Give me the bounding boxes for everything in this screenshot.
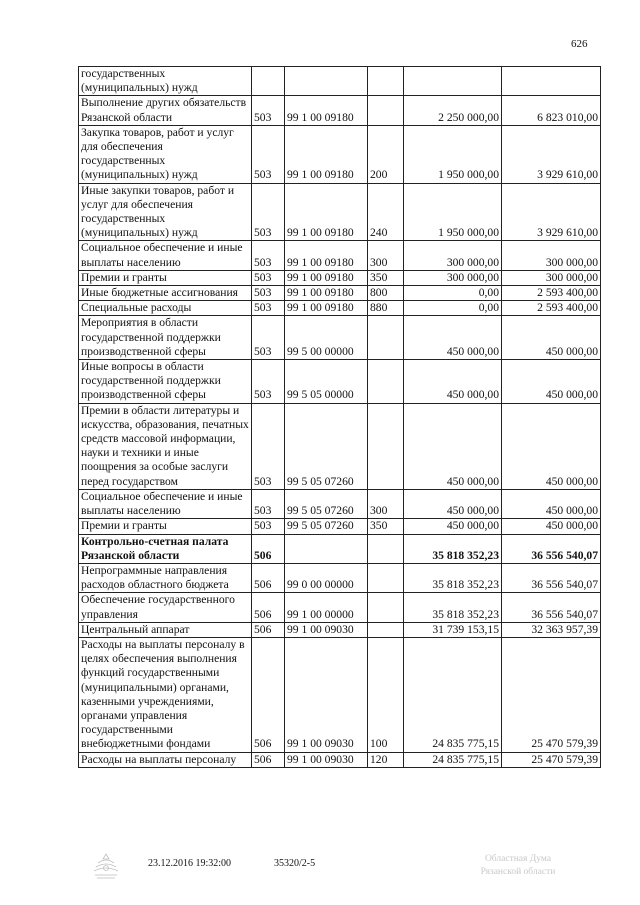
cell-csr: 99 0 00 00000 <box>285 563 368 592</box>
cell-name: Иные вопросы в области государственной поддержки производственной сферы <box>79 360 252 404</box>
cell-name: Расходы на выплаты персоналу в целях обеспечения выполнения функций государственными (муниципальными) органами, казенными учреждениями, органами управления государственными внебюджетными фондами <box>79 637 252 752</box>
cell-ved: 506 <box>252 593 285 622</box>
cell-vr <box>368 67 404 96</box>
cell-ved <box>252 67 285 96</box>
cell-csr: 99 5 05 07260 <box>285 489 368 518</box>
cell-name: Выполнение других обязательств Рязанской области <box>79 96 252 125</box>
cell-csr <box>285 534 368 563</box>
cell-vr <box>368 316 404 360</box>
cell-name: Расходы на выплаты персоналу <box>79 752 252 767</box>
table-row <box>79 534 601 563</box>
table-row <box>79 301 601 316</box>
cell-vr: 100 <box>368 637 404 752</box>
cell-ved: 503 <box>252 489 285 518</box>
cell-csr: 99 1 00 09180 <box>285 125 368 183</box>
cell-sum-1: 35 818 352,23 <box>404 593 502 622</box>
cell-vr: 880 <box>368 301 404 316</box>
cell-name: Премии в области литературы и искусства, образования, печатных средств массовой информации, науки и техники и иные поощрения за особые заслуги перед государством <box>79 403 252 489</box>
cell-csr: 99 5 00 00000 <box>285 316 368 360</box>
cell-vr: 200 <box>368 125 404 183</box>
table-row <box>79 593 601 622</box>
cell-name: Мероприятия в области государственной поддержки производственной сферы <box>79 316 252 360</box>
table-row <box>79 403 601 489</box>
cell-sum-2: 450 000,00 <box>502 519 601 534</box>
cell-vr: 350 <box>368 270 404 285</box>
cell-ved: 503 <box>252 286 285 301</box>
cell-vr <box>368 403 404 489</box>
cell-sum-1: 35 818 352,23 <box>404 563 502 592</box>
cell-csr: 99 1 00 09030 <box>285 637 368 752</box>
cell-name: Премии и гранты <box>79 519 252 534</box>
cell-csr <box>285 67 368 96</box>
footer-datetime: 23.12.2016 19:32:00 <box>148 858 232 869</box>
table-row <box>79 270 601 285</box>
footer-doc-code: 35320/2-5 <box>274 858 316 869</box>
cell-vr: 300 <box>368 241 404 270</box>
emblem-icon <box>88 851 124 883</box>
cell-sum-2: 25 470 579,39 <box>502 752 601 767</box>
cell-name: Иные бюджетные ассигнования <box>79 286 252 301</box>
cell-sum-1: 0,00 <box>404 286 502 301</box>
cell-name: Закупка товаров, работ и услуг для обеспечения государственных (муниципальных) нужд <box>79 125 252 183</box>
stamp-watermark <box>448 853 588 879</box>
cell-name: Центральный аппарат <box>79 622 252 637</box>
table-row <box>79 316 601 360</box>
cell-sum-1: 450 000,00 <box>404 403 502 489</box>
cell-csr: 99 1 00 09180 <box>285 270 368 285</box>
table-row <box>79 563 601 592</box>
cell-name: Социальное обеспечение и иные выплаты населению <box>79 241 252 270</box>
cell-sum-2: 300 000,00 <box>502 241 601 270</box>
cell-csr: 99 1 00 09180 <box>285 96 368 125</box>
cell-sum-2: 36 556 540,07 <box>502 593 601 622</box>
cell-sum-2: 450 000,00 <box>502 360 601 404</box>
stamp-line-1: Областная Дума <box>484 854 552 864</box>
cell-sum-2 <box>502 67 601 96</box>
cell-sum-2: 3 929 610,00 <box>502 183 601 241</box>
page-number: 626 <box>571 38 588 50</box>
cell-sum-1: 0,00 <box>404 301 502 316</box>
cell-sum-2: 36 556 540,07 <box>502 563 601 592</box>
cell-ved: 503 <box>252 519 285 534</box>
cell-vr: 800 <box>368 286 404 301</box>
cell-ved: 503 <box>252 241 285 270</box>
cell-sum-2: 450 000,00 <box>502 403 601 489</box>
cell-name: Специальные расходы <box>79 301 252 316</box>
cell-ved: 506 <box>252 534 285 563</box>
cell-ved: 506 <box>252 622 285 637</box>
cell-csr: 99 1 00 09030 <box>285 752 368 767</box>
cell-sum-2: 2 593 400,00 <box>502 286 601 301</box>
cell-sum-2: 32 363 957,39 <box>502 622 601 637</box>
cell-name: Контрольно-счетная палата Рязанской области <box>79 534 252 563</box>
cell-vr: 300 <box>368 489 404 518</box>
cell-sum-1: 300 000,00 <box>404 270 502 285</box>
table-row <box>79 519 601 534</box>
cell-csr: 99 5 05 00000 <box>285 360 368 404</box>
cell-ved: 503 <box>252 316 285 360</box>
cell-ved: 503 <box>252 125 285 183</box>
cell-csr: 99 1 00 09030 <box>285 622 368 637</box>
cell-sum-2: 450 000,00 <box>502 489 601 518</box>
cell-sum-1: 450 000,00 <box>404 519 502 534</box>
cell-vr: 120 <box>368 752 404 767</box>
cell-name: Социальное обеспечение и иные выплаты населению <box>79 489 252 518</box>
cell-sum-1: 450 000,00 <box>404 316 502 360</box>
table-row <box>79 489 601 518</box>
cell-ved: 506 <box>252 637 285 752</box>
table-row <box>79 241 601 270</box>
table-row <box>79 125 601 183</box>
budget-table <box>78 66 601 768</box>
table-row <box>79 360 601 404</box>
cell-csr: 99 5 05 07260 <box>285 403 368 489</box>
cell-sum-2: 36 556 540,07 <box>502 534 601 563</box>
cell-csr: 99 5 05 07260 <box>285 519 368 534</box>
cell-sum-2: 25 470 579,39 <box>502 637 601 752</box>
cell-ved: 503 <box>252 360 285 404</box>
cell-vr: 350 <box>368 519 404 534</box>
cell-vr <box>368 593 404 622</box>
cell-sum-2: 3 929 610,00 <box>502 125 601 183</box>
cell-csr: 99 1 00 09180 <box>285 241 368 270</box>
cell-sum-1: 24 835 775,15 <box>404 637 502 752</box>
table-row <box>79 637 601 752</box>
cell-sum-1: 35 818 352,23 <box>404 534 502 563</box>
table-row <box>79 752 601 767</box>
cell-sum-1: 24 835 775,15 <box>404 752 502 767</box>
cell-ved: 503 <box>252 270 285 285</box>
cell-csr: 99 1 00 00000 <box>285 593 368 622</box>
cell-vr <box>368 360 404 404</box>
cell-ved: 506 <box>252 563 285 592</box>
cell-sum-2: 2 593 400,00 <box>502 301 601 316</box>
cell-name: Иные закупки товаров, работ и услуг для обеспечения государственных (муниципальных) нужд <box>79 183 252 241</box>
cell-sum-2: 300 000,00 <box>502 270 601 285</box>
cell-sum-1: 450 000,00 <box>404 489 502 518</box>
cell-sum-1: 300 000,00 <box>404 241 502 270</box>
table-row <box>79 286 601 301</box>
cell-vr <box>368 96 404 125</box>
stamp-line-2: Рязанской области <box>480 867 556 877</box>
table-row <box>79 622 601 637</box>
cell-ved: 503 <box>252 301 285 316</box>
cell-vr <box>368 622 404 637</box>
cell-ved: 506 <box>252 752 285 767</box>
cell-ved: 503 <box>252 183 285 241</box>
cell-sum-2: 450 000,00 <box>502 316 601 360</box>
table-row <box>79 67 601 96</box>
cell-sum-1: 1 950 000,00 <box>404 183 502 241</box>
cell-vr: 240 <box>368 183 404 241</box>
table-row <box>79 183 601 241</box>
cell-sum-1: 450 000,00 <box>404 360 502 404</box>
cell-csr: 99 1 00 09180 <box>285 301 368 316</box>
cell-ved: 503 <box>252 96 285 125</box>
cell-sum-1 <box>404 67 502 96</box>
cell-name: Премии и гранты <box>79 270 252 285</box>
cell-sum-1: 31 739 153,15 <box>404 622 502 637</box>
cell-vr <box>368 534 404 563</box>
cell-sum-1: 1 950 000,00 <box>404 125 502 183</box>
cell-sum-2: 6 823 010,00 <box>502 96 601 125</box>
cell-csr: 99 1 00 09180 <box>285 286 368 301</box>
cell-vr <box>368 563 404 592</box>
cell-csr: 99 1 00 09180 <box>285 183 368 241</box>
cell-ved: 503 <box>252 403 285 489</box>
cell-name: Обеспечение государственного управления <box>79 593 252 622</box>
cell-name: Непрограммные направления расходов областного бюджета <box>79 563 252 592</box>
cell-name: государственных (муниципальных) нужд <box>79 67 252 96</box>
table-row <box>79 96 601 125</box>
cell-sum-1: 2 250 000,00 <box>404 96 502 125</box>
